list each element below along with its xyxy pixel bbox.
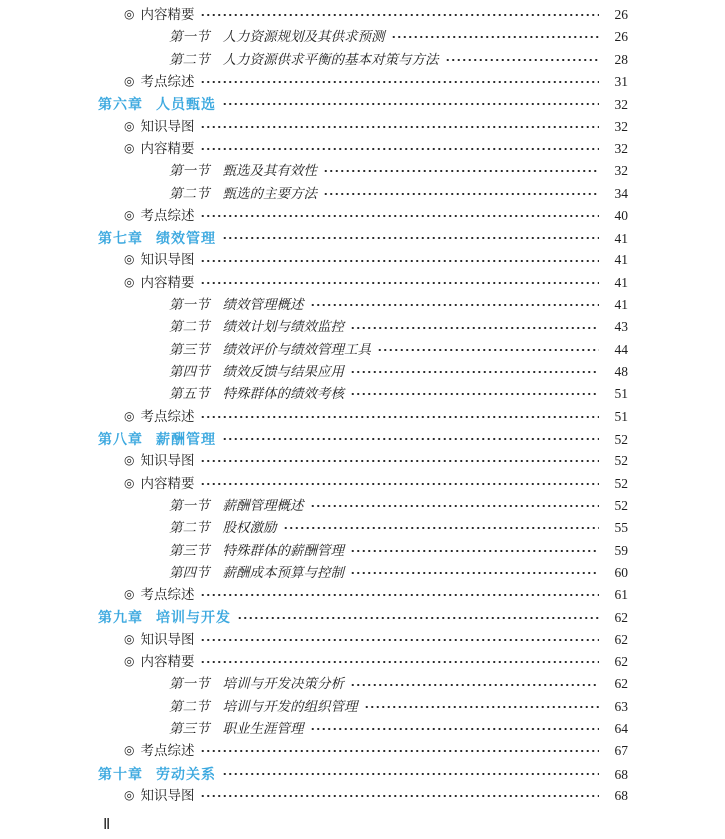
section-title: 特殊群体的绩效考核 — [222, 386, 344, 402]
dot-leader — [200, 655, 599, 669]
toc-page-number: 64 — [614, 721, 628, 736]
toc-page-number: 62 — [614, 610, 628, 626]
double-circle-icon: ◎ — [124, 587, 135, 602]
section-title: 培训与开发决策分析 — [222, 676, 344, 692]
toc-page-number: 61 — [614, 587, 628, 603]
section-number: 第三节 — [169, 721, 210, 736]
dot-leader — [377, 343, 599, 357]
section-title: 职业生涯管理 — [222, 721, 304, 736]
double-circle-icon: ◎ — [124, 140, 135, 155]
toc-section-row — [98, 540, 628, 562]
toc-bullet-row — [98, 450, 628, 472]
footer-page-number: Ⅱ — [103, 816, 110, 833]
section-title: 股权激励 — [222, 520, 277, 536]
toc-bullet-label: 考点综述 — [140, 408, 195, 424]
double-circle-icon: ◎ — [124, 631, 135, 646]
dot-leader — [200, 633, 599, 647]
toc-bullet-label: 考点综述 — [140, 73, 195, 89]
toc-bullet-row — [98, 629, 628, 651]
section-number: 第四节 — [169, 564, 210, 580]
double-circle-icon: ◎ — [124, 787, 135, 802]
toc-page-number: 31 — [614, 73, 628, 89]
toc-chapter-row — [98, 606, 628, 628]
toc-bullet-row — [98, 785, 628, 807]
section-title: 人力资源供求平衡的基本对策与方法 — [222, 51, 439, 67]
section-number: 第四节 — [169, 364, 210, 379]
dot-leader — [323, 164, 599, 178]
section-number: 第一节 — [169, 676, 210, 692]
dot-leader — [200, 454, 599, 468]
section-number: 第三节 — [169, 542, 210, 558]
section-number: 第二节 — [169, 520, 210, 536]
dot-leader — [237, 611, 599, 625]
toc-bullet-row — [98, 651, 628, 673]
double-circle-icon: ◎ — [124, 7, 135, 21]
toc-bullet-label: 考点综述 — [140, 587, 195, 603]
dot-leader — [350, 321, 599, 335]
dot-leader — [200, 410, 599, 424]
section-title: 特殊群体的薪酬管理 — [222, 542, 344, 558]
toc-page-number: 51 — [614, 408, 628, 424]
chapter-title: 薪酬管理 — [156, 430, 216, 447]
section-title: 绩效管理概述 — [222, 297, 304, 313]
toc-section-row — [98, 26, 628, 48]
toc-page-number: 28 — [614, 51, 628, 67]
section-title: 甄选的主要方法 — [222, 185, 317, 201]
toc-bullet-row — [98, 116, 628, 138]
section-number: 第二节 — [169, 319, 210, 335]
toc-page-number: 62 — [614, 676, 628, 692]
toc-page-number: 52 — [614, 475, 628, 491]
double-circle-icon: ◎ — [124, 654, 135, 669]
toc-chapter-row — [98, 93, 628, 115]
toc-bullet-label: 内容精要 — [140, 475, 195, 491]
toc-page-number: 68 — [614, 766, 628, 782]
toc-page-number: 41 — [614, 231, 628, 247]
toc-page-number: 40 — [614, 207, 628, 223]
double-circle-icon: ◎ — [124, 274, 135, 289]
section-title: 薪酬管理概述 — [222, 497, 304, 513]
dot-leader — [200, 142, 599, 156]
toc-section-row — [98, 183, 628, 205]
toc-section-row — [98, 160, 628, 182]
toc-bullet-label: 知识导图 — [140, 787, 195, 803]
toc-bullet-row — [98, 4, 628, 26]
toc-section-row — [98, 517, 628, 539]
section-title: 绩效评价与绩效管理工具 — [222, 341, 371, 357]
toc-bullet-row — [98, 473, 628, 495]
toc-section-row — [98, 339, 628, 361]
section-number: 第二节 — [169, 698, 210, 714]
section-title: 薪酬成本预算与控制 — [222, 564, 344, 580]
dot-leader — [200, 744, 599, 758]
toc-bullet-label: 内容精要 — [140, 654, 195, 670]
toc-section-row — [98, 294, 628, 316]
section-number: 第二节 — [169, 51, 210, 67]
dot-leader — [222, 432, 599, 446]
toc-page-number: 48 — [614, 364, 628, 379]
section-number: 第五节 — [169, 386, 210, 402]
dot-leader — [310, 298, 600, 312]
section-number: 第一节 — [169, 297, 210, 313]
toc-page-number: 43 — [614, 319, 628, 335]
toc-bullet-label: 知识导图 — [140, 453, 195, 469]
chapter-title: 培训与开发 — [156, 609, 231, 626]
chapter-number: 第九章 — [98, 609, 143, 626]
double-circle-icon: ◎ — [124, 408, 135, 423]
dot-leader — [350, 678, 599, 692]
toc-section-row — [98, 49, 628, 71]
dot-leader — [391, 30, 600, 44]
toc-bullet-row — [98, 205, 628, 227]
table-of-contents — [98, 4, 628, 807]
dot-leader — [350, 365, 599, 379]
double-circle-icon: ◎ — [124, 207, 135, 222]
toc-page-number: 32 — [614, 97, 628, 113]
chapter-title: 劳动关系 — [156, 765, 216, 782]
toc-page-number: 59 — [614, 542, 628, 558]
section-title: 培训与开发的组织管理 — [222, 698, 358, 714]
toc-bullet-row — [98, 272, 628, 294]
toc-bullet-label: 知识导图 — [140, 118, 195, 134]
toc-bullet-label: 知识导图 — [140, 631, 195, 647]
dot-leader — [283, 521, 600, 535]
dot-leader — [310, 499, 600, 513]
section-number: 第二节 — [169, 185, 210, 201]
section-title: 甄选及其有效性 — [222, 163, 317, 179]
dot-leader — [200, 120, 599, 134]
dot-leader — [222, 97, 599, 111]
toc-page-number: 26 — [614, 7, 628, 22]
chapter-title: 绩效管理 — [156, 230, 216, 247]
toc-page-number: 62 — [614, 631, 628, 647]
section-number: 第一节 — [169, 163, 210, 179]
dot-leader — [200, 209, 599, 223]
dot-leader — [350, 544, 599, 558]
toc-bullet-label: 考点综述 — [140, 207, 195, 223]
toc-section-row — [98, 361, 628, 383]
double-circle-icon: ◎ — [124, 118, 135, 133]
double-circle-icon: ◎ — [124, 73, 135, 88]
dot-leader — [200, 75, 599, 89]
toc-bullet-row — [98, 71, 628, 93]
toc-section-row — [98, 495, 628, 517]
chapter-number: 第八章 — [98, 430, 143, 447]
dot-leader — [200, 254, 599, 268]
dot-leader — [200, 8, 599, 22]
section-number: 第一节 — [169, 497, 210, 513]
dot-leader — [200, 276, 599, 290]
toc-chapter-row — [98, 428, 628, 450]
toc-page-number: 32 — [614, 163, 628, 179]
double-circle-icon: ◎ — [124, 475, 135, 490]
toc-section-row — [98, 383, 628, 405]
toc-page-number: 26 — [614, 29, 628, 45]
toc-bullet-label: 内容精要 — [140, 274, 195, 290]
dot-leader — [200, 588, 599, 602]
toc-page-number: 32 — [614, 140, 628, 156]
toc-bullet-label: 内容精要 — [140, 140, 195, 156]
section-title: 绩效计划与绩效监控 — [222, 319, 344, 335]
toc-page-number: 62 — [614, 654, 628, 670]
toc-page-number: 41 — [614, 297, 628, 313]
toc-section-row — [98, 696, 628, 718]
dot-leader — [200, 789, 599, 803]
toc-chapter-row — [98, 227, 628, 249]
dot-leader — [222, 767, 599, 781]
dot-leader — [222, 231, 599, 245]
toc-section-row — [98, 316, 628, 338]
toc-section-row — [98, 562, 628, 584]
toc-page-number: 32 — [614, 118, 628, 134]
dot-leader — [350, 387, 599, 401]
dot-leader — [350, 566, 599, 580]
toc-bullet-label: 考点综述 — [140, 743, 195, 759]
section-number: 第一节 — [169, 29, 210, 45]
section-number: 第三节 — [169, 341, 210, 357]
toc-page-number: 52 — [614, 497, 628, 513]
toc-page-number: 41 — [614, 274, 628, 290]
toc-bullet-row — [98, 406, 628, 428]
section-title: 绩效反馈与结果应用 — [222, 364, 344, 379]
toc-bullet-row — [98, 249, 628, 271]
dot-leader — [310, 722, 600, 736]
dot-leader — [323, 187, 599, 201]
toc-page-number: 67 — [614, 743, 628, 759]
toc-bullet-label: 内容精要 — [140, 7, 195, 22]
toc-page-number: 44 — [614, 341, 628, 357]
chapter-number: 第七章 — [98, 230, 143, 247]
section-title: 人力资源规划及其供求预测 — [222, 29, 385, 45]
dot-leader — [445, 53, 600, 67]
toc-bullet-row — [98, 584, 628, 606]
toc-page-number: 52 — [614, 453, 628, 469]
toc-page-number: 68 — [614, 787, 628, 803]
toc-page-number: 63 — [614, 698, 628, 714]
toc-chapter-row — [98, 763, 628, 785]
chapter-title: 人员甄选 — [156, 96, 216, 113]
toc-bullet-row — [98, 740, 628, 762]
double-circle-icon: ◎ — [124, 252, 135, 267]
toc-bullet-row — [98, 138, 628, 160]
toc-bullet-label: 知识导图 — [140, 252, 195, 268]
double-circle-icon: ◎ — [124, 453, 135, 468]
toc-page-number: 34 — [614, 185, 628, 201]
toc-page-number: 51 — [614, 386, 628, 402]
dot-leader — [200, 477, 599, 491]
toc-page-number: 55 — [614, 520, 628, 536]
chapter-number: 第六章 — [98, 96, 143, 113]
dot-leader — [364, 700, 600, 714]
toc-page-number: 52 — [614, 431, 628, 447]
toc-section-row — [98, 718, 628, 740]
toc-page-number: 41 — [614, 252, 628, 268]
chapter-number: 第十章 — [98, 765, 143, 782]
toc-section-row — [98, 673, 628, 695]
toc-page-number: 60 — [614, 564, 628, 580]
double-circle-icon: ◎ — [124, 743, 135, 758]
